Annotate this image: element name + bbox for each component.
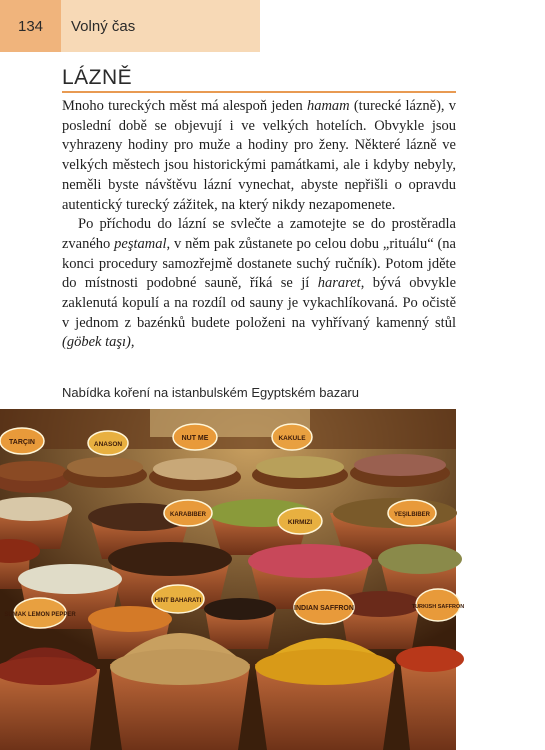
- spice-tag: [272, 424, 312, 450]
- svg-text:YEŞILBIBER: YEŞILBIBER: [393, 512, 431, 518]
- svg-text:KAKULE: KAKULE: [278, 435, 306, 442]
- spice-tag: [278, 508, 322, 534]
- svg-text:TURKISH SAFFRON: TURKISH SAFFRON: [411, 604, 465, 610]
- section-title: Volný čas: [61, 0, 260, 52]
- svg-text:NUT ME: NUT ME: [181, 435, 209, 442]
- svg-text:SUMAK LEMON PEPPER: SUMAK LEMON PEPPER: [4, 612, 76, 618]
- spice-tag: [294, 590, 354, 624]
- spice-tag: [88, 431, 128, 455]
- svg-text:TARÇIN: TARÇIN: [9, 439, 35, 446]
- spice-bazaar-photo: [0, 409, 465, 750]
- page-number: 134: [0, 0, 61, 52]
- svg-text:KARABIBER: KARABIBER: [170, 512, 206, 518]
- spice-tag: [152, 585, 204, 613]
- title-rule: [62, 91, 456, 93]
- svg-text:INDIAN SAFFRON: INDIAN SAFFRON: [294, 605, 354, 612]
- paragraph-2: Po příchodu do lázní se svlečte a zamotejte se do prostěradla zvaného peştamal, v něm pak zůstanete po celou dobu „rituálu“ (na konci procedury samozřejmě dostanete suchý ručník). Potom jděte do místnosti podobné sauně, říká se jí hararet, bývá obvykle zaklenutá kopulí a na rozdíl od sauny je vykachlíkovaná. Po očistě v jednom z bazénků budete položeni na vyhřívaný kamenný stůl (göbek taşı),: [62, 216, 457, 351]
- spice-tag: [173, 424, 217, 450]
- article-body: [62, 97, 456, 353]
- spice-tag: [0, 428, 44, 454]
- svg-text:KIRMIZI: KIRMIZI: [287, 519, 313, 526]
- svg-text:HINT BAHARATI: HINT BAHARATI: [154, 598, 202, 604]
- spice-tag: [164, 500, 212, 526]
- photo-caption: Nabídka koření na istanbulském Egyptském bazaru: [62, 385, 359, 400]
- paragraph-1: Mnoho tureckých měst má alespoň jeden hamam (turecké lázně), v poslední době se objevují i ve velkých hotelích. Obvykle jsou vyhrazeny hodiny pro muže a hodiny pro ženy. Některé lázně ve velkých městech jsou historickými památkami, ale i kdyby nebyly, neměli byste návštěvu lázní vynechat, abyste nepřišli o opravdu autentický turecký zážitek, na který nikdy nezapomenete.: [62, 98, 456, 213]
- spice-tag: [388, 500, 436, 526]
- running-header: [0, 0, 260, 52]
- article-title: LÁZNĚ: [62, 66, 133, 89]
- svg-text:ANASON: ANASON: [93, 441, 123, 448]
